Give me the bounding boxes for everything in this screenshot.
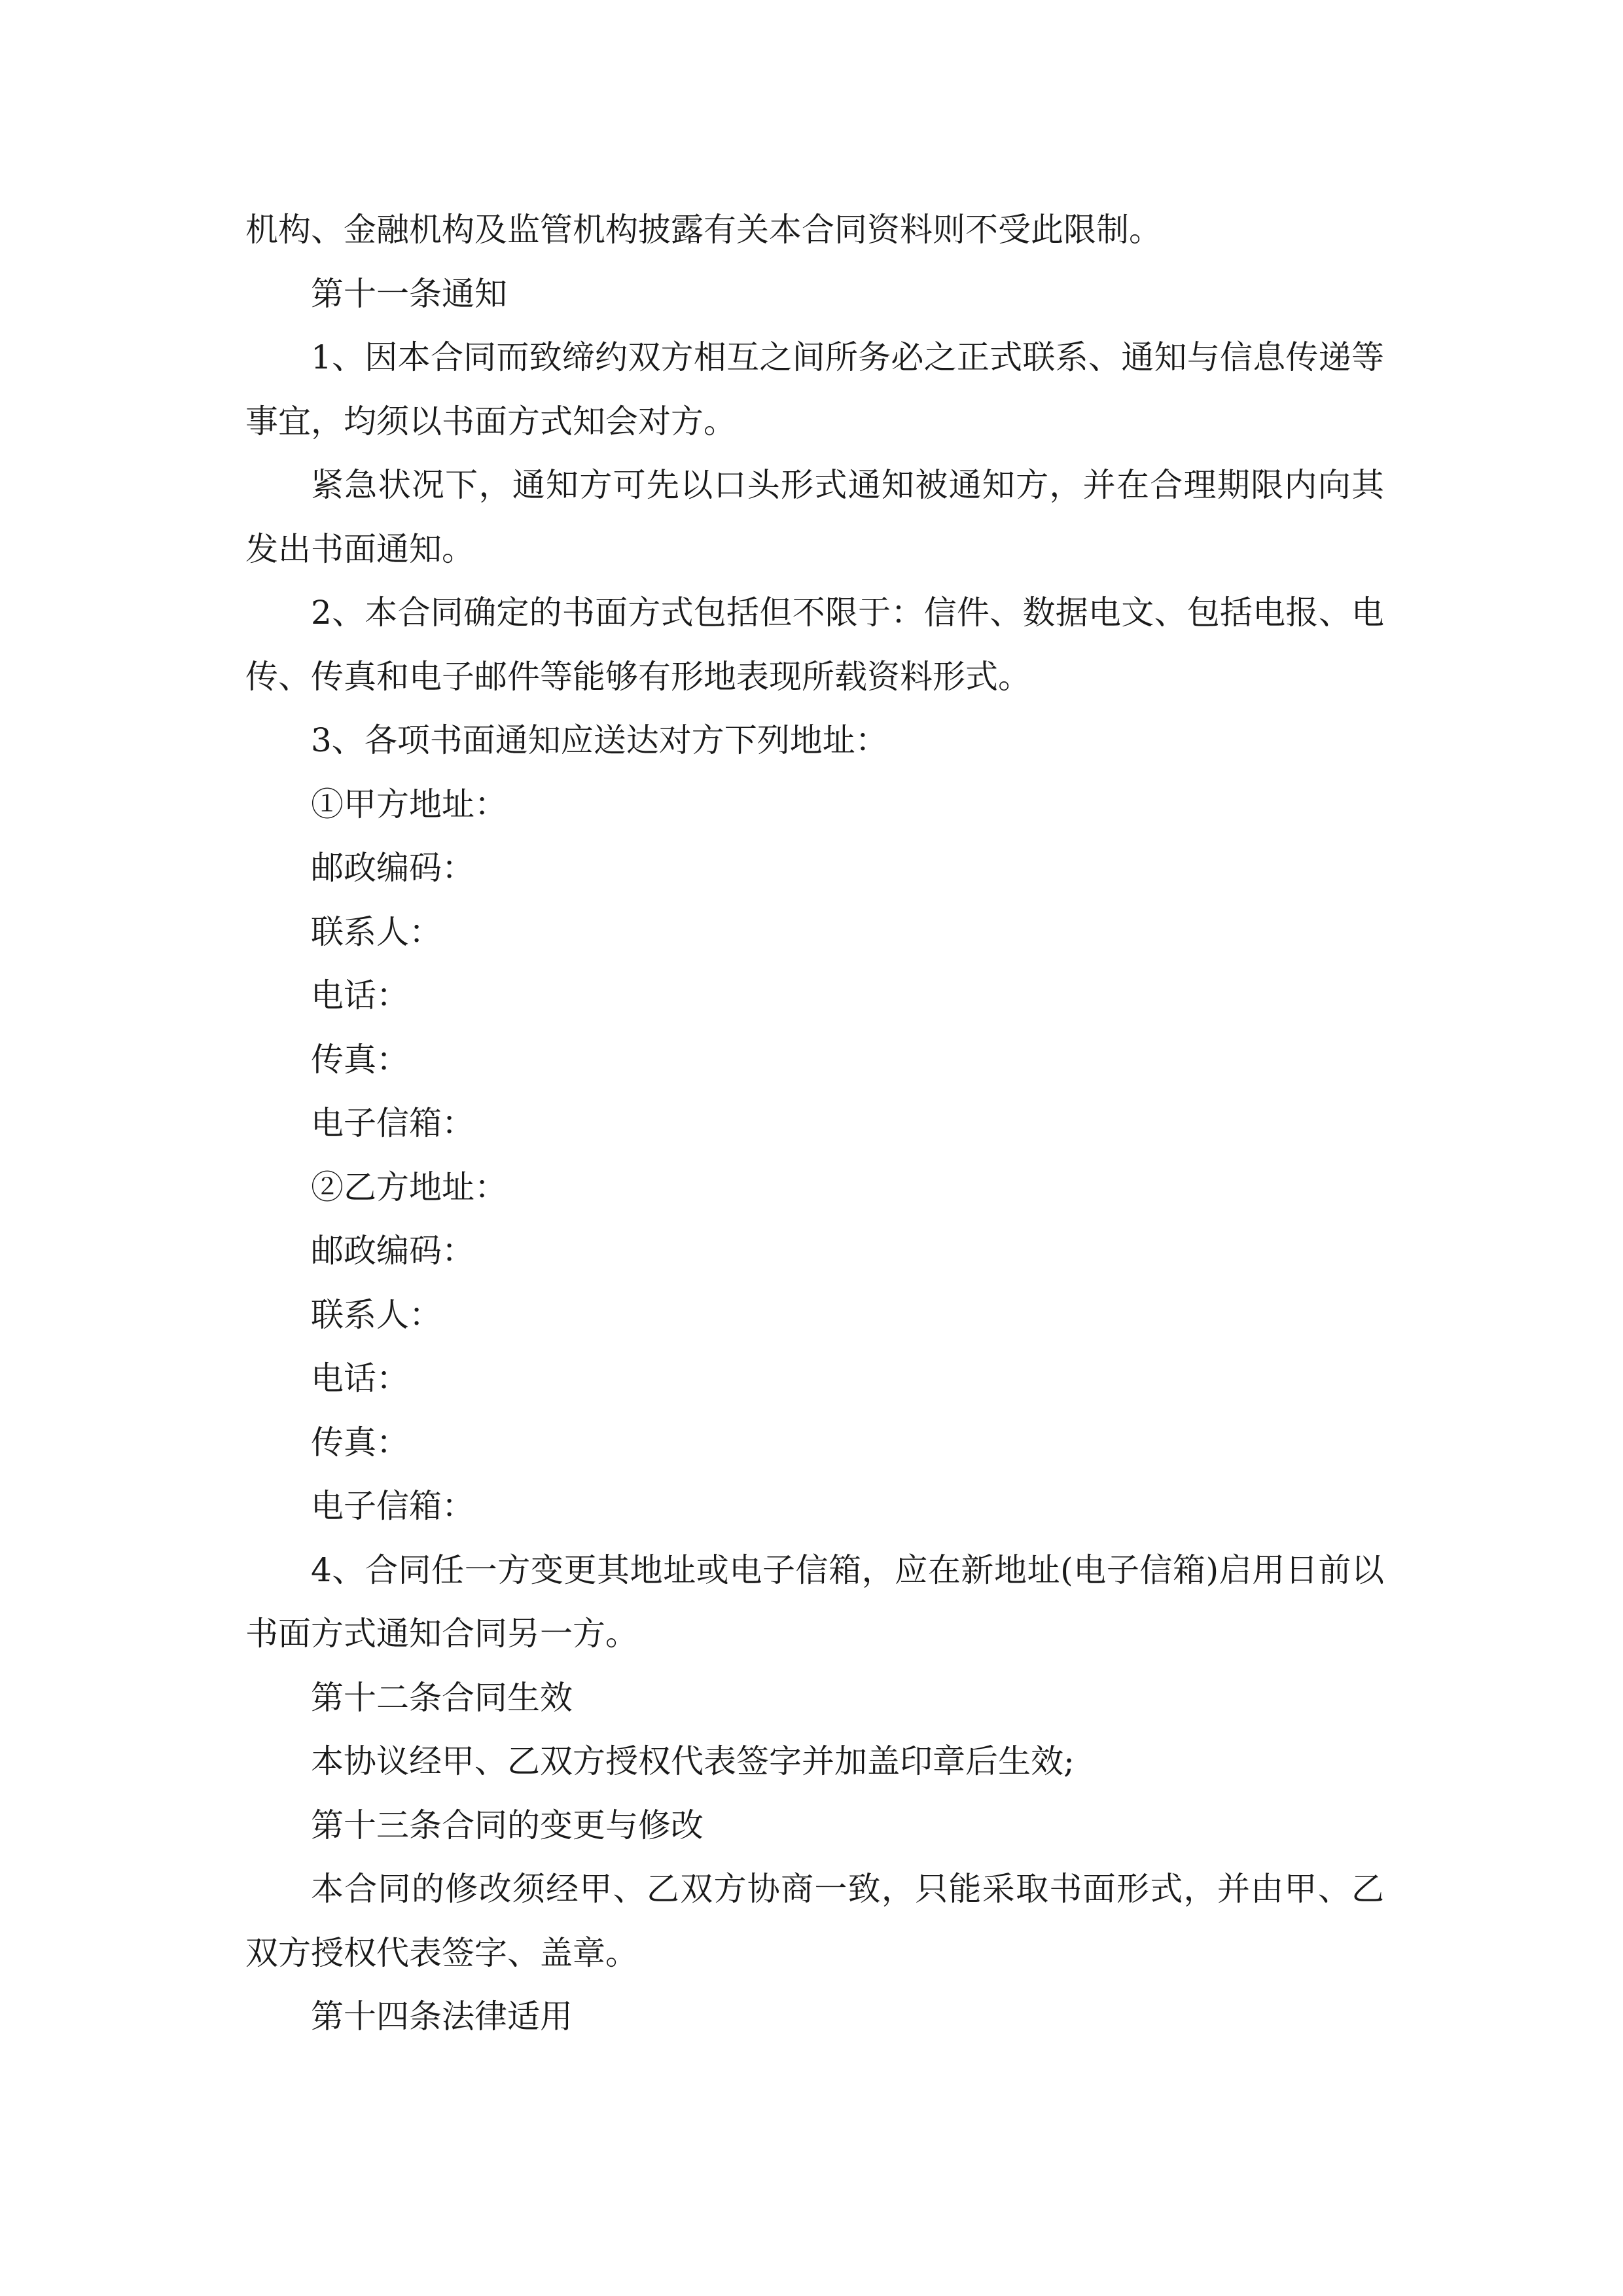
paragraph-emergency-notice: 紧急状况下，通知方可先以口头形式通知被通知方，并在合理期限内向其发出书面通知。: [245, 466, 1384, 568]
party-b-address: ②乙方地址：: [311, 1168, 507, 1206]
party-b-postcode: 邮政编码：: [311, 1232, 474, 1270]
party-b-fax: 传真：: [311, 1423, 409, 1462]
paragraph-notice-1: 1、因本合同而致缔约双方相互之间所务必之正式联系、通知与信息传递等事宜，均须以书面方式知会对方。: [245, 338, 1384, 440]
paragraph-continuation: 机构、金融机构及监管机构披露有关本合同资料则不受此限制。: [245, 211, 1162, 249]
party-a-contact: 联系人：: [311, 912, 442, 951]
article-11-heading: 第十一条通知: [311, 274, 507, 313]
party-a-email: 电子信箱：: [311, 1104, 474, 1142]
paragraph-effectiveness: 本协议经甲、乙双方授权代表签字并加盖印章后生效;: [311, 1742, 1075, 1780]
party-a-address: ①甲方地址：: [311, 785, 507, 823]
party-a-phone: 电话：: [311, 977, 409, 1014]
party-b-phone: 电话：: [311, 1359, 409, 1397]
paragraph-notice-4: 4、合同任一方变更其地址或电子信箱，应在新地址(电子信箱)启用日前以书面方式通知合同另一方。: [245, 1551, 1384, 1653]
paragraph-notice-2: 2、本合同确定的书面方式包括但不限于：信件、数据电文、包括电报、电传、传真和电子邮件等能够有形地表现所载资料形式。: [245, 594, 1384, 696]
article-12-heading: 第十二条合同生效: [311, 1678, 573, 1717]
paragraph-amendment: 本合同的修改须经甲、乙双方协商一致，只能采取书面形式，并由甲、乙双方授权代表签字、盖章。: [245, 1870, 1384, 1972]
party-a-fax: 传真：: [311, 1040, 409, 1079]
party-b-email: 电子信箱：: [311, 1487, 474, 1525]
article-14-heading: 第十四条法律适用: [311, 1998, 573, 2036]
document-body: [245, 198, 1384, 2049]
paragraph-notice-3: 3、各项书面通知应送达对方下列地址：: [311, 721, 888, 759]
party-b-contact: 联系人：: [311, 1295, 442, 1334]
party-a-postcode: 邮政编码：: [311, 849, 474, 887]
article-13-heading: 第十三条合同的变更与修改: [311, 1806, 704, 1844]
